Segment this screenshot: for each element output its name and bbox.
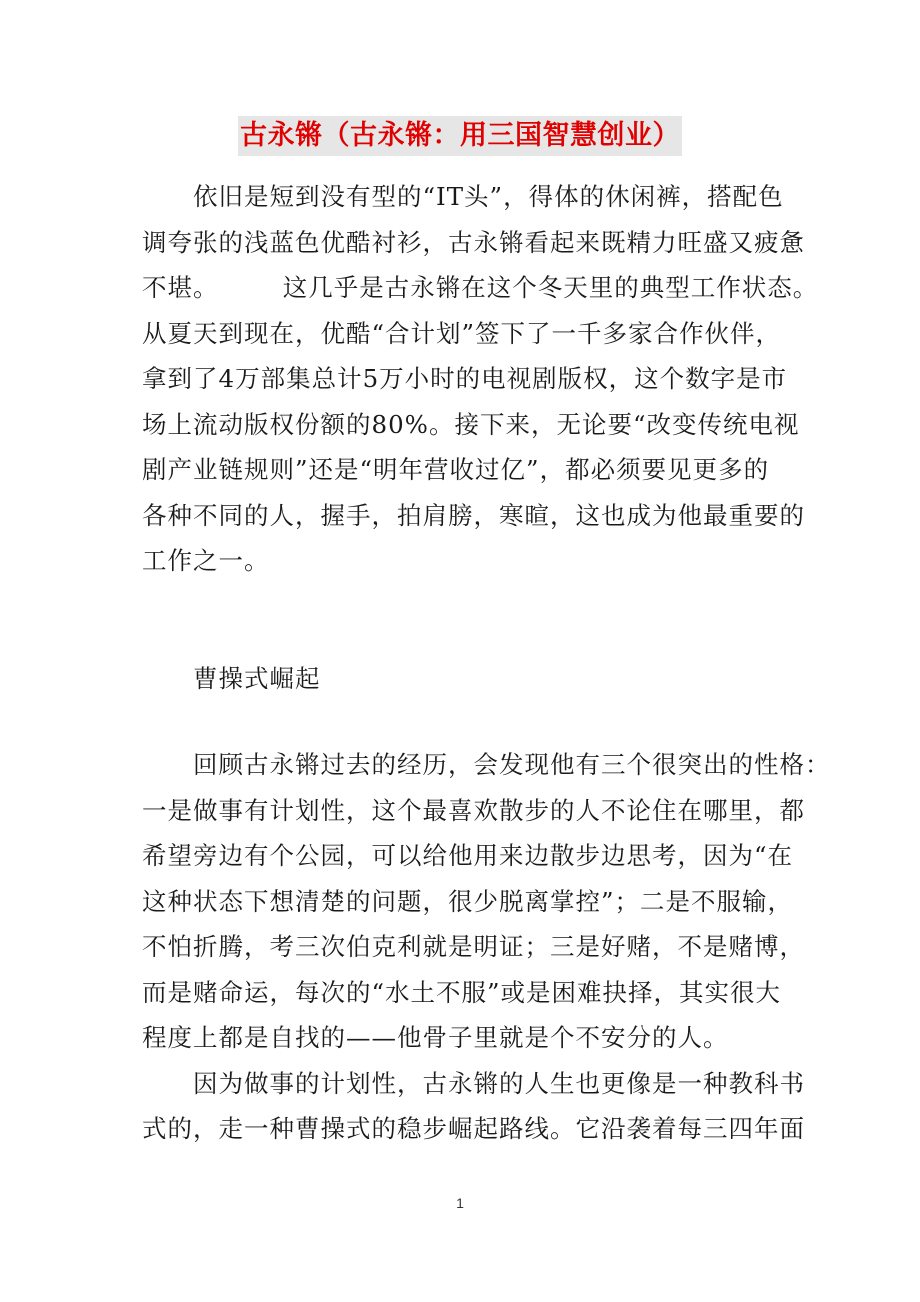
text-line: 一是做事有计划性，这个最喜欢散步的人不论住在哪里，都 [142, 795, 805, 825]
text-line: 剧产业链规则”还是“明年营收过亿”，都必须要见更多的 [142, 455, 770, 484]
text-line: 场上流动版权份额的80%。接下来，无论要“改变传统电视 [142, 409, 800, 439]
text-line: 工作之一。 [142, 546, 270, 575]
text-line: 而是赌命运，每次的“水土不服”或是困难抉择，其实很大 [142, 977, 782, 1007]
text-line: 因为做事的计划性，古永锵的人生也更像是一种教科书 [142, 1068, 805, 1098]
text-line: 回顾古永锵过去的经历，会发现他有三个很突出的性格： [142, 750, 831, 779]
text-line: 从夏天到现在，优酷“合计划”签下了一千多家合作伙伴， [142, 318, 782, 348]
page-number: 1 [456, 1195, 464, 1211]
text-line: 程度上都是自找的——他骨子里就是个不安分的人。 [142, 1023, 729, 1052]
section-heading: 曹操式崛起 [142, 664, 321, 693]
title-container [0, 116, 920, 156]
text-line: 调夸张的浅蓝色优酷衬衫，古永锵看起来既精力旺盛又疲惫 [142, 227, 805, 257]
text-line: 希望旁边有个公园，可以给他用来边散步边思考，因为“在 [142, 841, 794, 870]
text-line: 拿到了4万部集总计5万小时的电视剧版权，这个数字是市 [142, 364, 788, 393]
paragraph-1 [142, 174, 819, 584]
text-line: 式的，走一种曹操式的稳步崛起路线。它沿袭着每三四年面 [142, 1114, 805, 1143]
text-line: 依旧是短到没有型的“IT头”，得体的休闲裤，搭配色 [142, 182, 784, 211]
section-heading-container [142, 656, 782, 702]
text-line: 这种状态下想清楚的问题，很少脱离掌控”；二是不服输， [142, 886, 794, 916]
text-line: 不怕折腾，考三次伯克利就是明证；三是好赌，不是赌博， [142, 932, 805, 961]
paragraph-2 [142, 742, 831, 1152]
text-line: 不堪。 这几乎是古永锵在这个冬天里的典型工作状态。 [142, 273, 819, 302]
text-line: 各种不同的人，握手，拍肩膀，寒暄，这也成为他最重要的 [142, 500, 805, 530]
document-title: 古永锵（古永锵：用三国智慧创业） [238, 116, 682, 156]
